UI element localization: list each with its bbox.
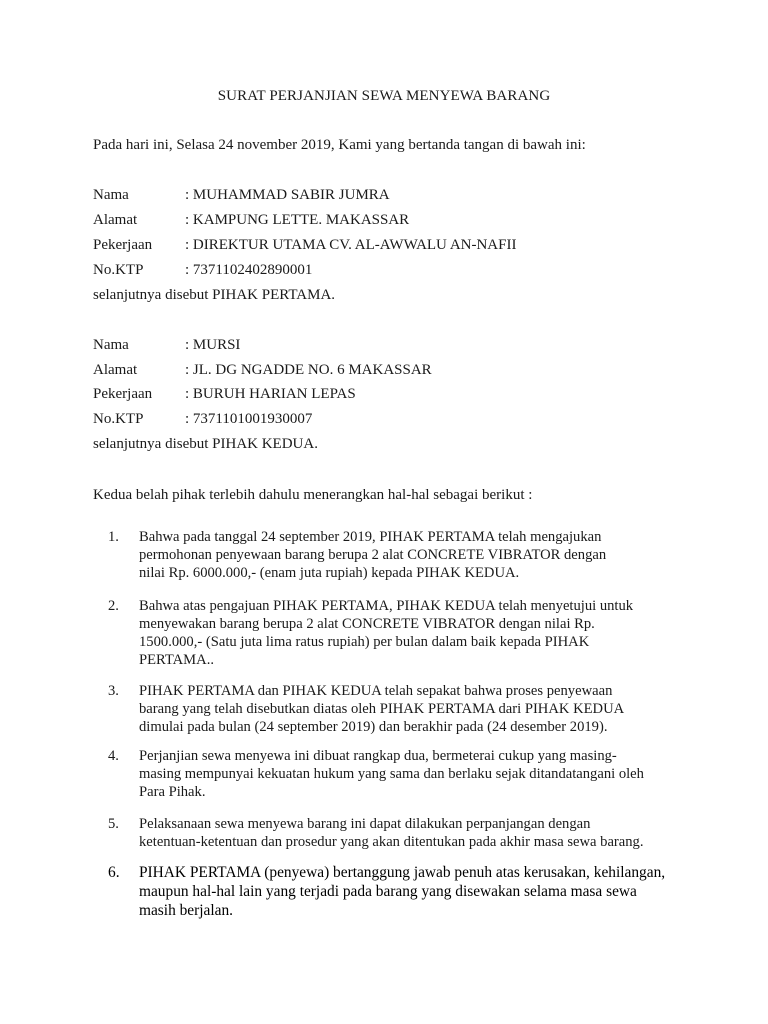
party2-ktp-value: : 7371101001930007 xyxy=(185,411,313,427)
list-item-number: 1. xyxy=(108,529,119,545)
list-item-line: PERTAMA.. xyxy=(139,652,214,668)
list-item-line: Perjanjian sewa menyewa ini dibuat rangkap dua, bermeterai cukup yang masing- xyxy=(139,748,617,764)
party1-occupation-row xyxy=(93,237,516,254)
list-item-number: 5. xyxy=(108,816,119,832)
list-item-line: Para Pihak. xyxy=(139,784,206,800)
list-item-line: PIHAK PERTAMA (penyewa) bertanggung jawab penuh atas kerusakan, kehilangan, xyxy=(139,864,666,881)
party1-name-row xyxy=(93,187,390,204)
party1-name-label: Nama xyxy=(93,187,129,203)
party2-name-value: : MURSI xyxy=(185,337,241,353)
party1-name-value: : MUHAMMAD SABIR JUMRA xyxy=(185,187,390,203)
statement-paragraph: Kedua belah pihak terlebih dahulu menerangkan hal-hal sebagai berikut : xyxy=(93,487,533,503)
intro-paragraph: Pada hari ini, Selasa 24 november 2019, Kami yang bertanda tangan di bawah ini: xyxy=(93,137,586,153)
party2-address-label: Alamat xyxy=(93,362,138,378)
list-item-line: dimulai pada bulan (24 september 2019) dan berakhir pada (24 desember 2019). xyxy=(139,719,608,735)
list-item-number: 3. xyxy=(108,683,119,699)
list-item-line: menyewakan barang berupa 2 alat CONCRETE VIBRATOR dengan nilai Rp. xyxy=(139,616,595,632)
party1-closing: selanjutnya disebut PIHAK PERTAMA. xyxy=(93,287,336,303)
list-item-text xyxy=(139,863,699,920)
list-item-number: 6. xyxy=(108,864,120,881)
document-title: SURAT PERJANJIAN SEWA MENYEWA BARANG xyxy=(217,88,551,104)
list-item-line: permohonan penyewaan barang berupa 2 alat CONCRETE VIBRATOR dengan xyxy=(139,547,607,563)
list-item-line: 1500.000,- (Satu juta lima ratus rupiah) per bulan dalam baik kepada PIHAK xyxy=(139,634,590,650)
list-item-text xyxy=(139,747,699,801)
list-item-line: Bahwa pada tanggal 24 september 2019, PIHAK PERTAMA telah mengajukan xyxy=(139,529,602,545)
party1-ktp-row xyxy=(93,262,312,279)
list-item-line: masing mempunyai kekuatan hukum yang sama dan berlaku sejak ditandatangani oleh xyxy=(139,766,644,782)
list-item-line: nilai Rp. 6000.000,- (enam juta rupiah) kepada PIHAK KEDUA. xyxy=(139,565,520,581)
party2-occupation-label: Pekerjaan xyxy=(93,386,153,402)
party1-address-row xyxy=(93,212,409,229)
party1-address-label: Alamat xyxy=(93,212,138,228)
party1-occupation-value: : DIREKTUR UTAMA CV. AL-AWWALU AN-NAFII xyxy=(185,237,517,253)
list-item-line: ketentuan-ketentuan dan prosedur yang akan ditentukan pada akhir masa sewa barang. xyxy=(139,834,644,850)
party1-ktp-value: : 7371102402890001 xyxy=(185,262,313,278)
list-item-text xyxy=(139,528,699,582)
list-item-line: masih berjalan. xyxy=(139,902,234,919)
list-item-line: Pelaksanaan sewa menyewa barang ini dapat dilakukan perpanjangan dengan xyxy=(139,816,591,832)
list-item-line: Bahwa atas pengajuan PIHAK PERTAMA, PIHAK KEDUA telah menyetujui untuk xyxy=(139,598,634,614)
party2-address-row xyxy=(93,362,432,379)
list-item-number: 4. xyxy=(108,748,119,764)
list-item-number: 2. xyxy=(108,598,119,614)
party1-occupation-label: Pekerjaan xyxy=(93,237,153,253)
list-item-text xyxy=(139,597,699,669)
party2-address-value: : JL. DG NGADDE NO. 6 MAKASSAR xyxy=(185,362,432,378)
party1-address-value: : KAMPUNG LETTE. MAKASSAR xyxy=(185,212,410,228)
party2-closing: selanjutnya disebut PIHAK KEDUA. xyxy=(93,436,318,452)
party2-name-row xyxy=(93,337,240,354)
list-item-text xyxy=(139,815,699,851)
party2-ktp-label: No.KTP xyxy=(93,411,144,427)
list-item-line: barang yang telah disebutkan diatas oleh PIHAK PERTAMA dari PIHAK KEDUA xyxy=(139,701,625,717)
list-item-text xyxy=(139,682,699,736)
party2-name-label: Nama xyxy=(93,337,129,353)
party2-occupation-row xyxy=(93,386,356,403)
list-item-line: PIHAK PERTAMA dan PIHAK KEDUA telah sepakat bahwa proses penyewaan xyxy=(139,683,613,699)
party2-occupation-value: : BURUH HARIAN LEPAS xyxy=(185,386,356,402)
party2-ktp-row xyxy=(93,411,312,428)
list-item-line: maupun hal-hal lain yang terjadi pada barang yang disewakan selama masa sewa xyxy=(139,883,637,900)
party1-ktp-label: No.KTP xyxy=(93,262,144,278)
